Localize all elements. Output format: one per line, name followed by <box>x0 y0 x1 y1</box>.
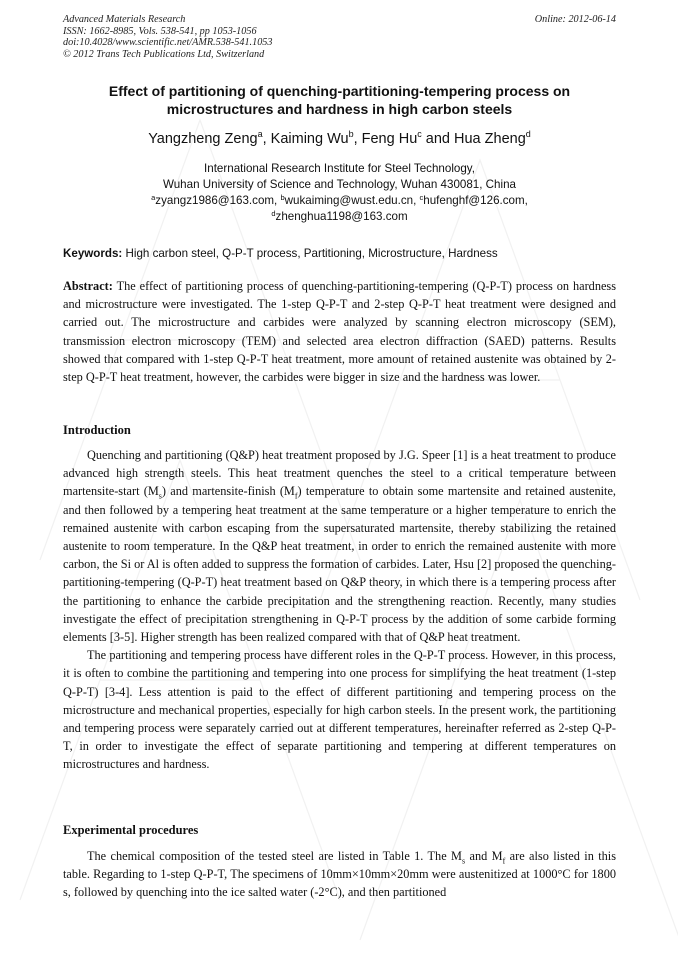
section-heading-introduction: Introduction <box>63 423 131 437</box>
email-address: hufenghf@126.com, <box>423 194 528 207</box>
keywords-label: Keywords: <box>63 247 123 260</box>
author-separator: , <box>262 131 271 147</box>
online-date: Online: 2012-06-14 <box>534 14 616 25</box>
paragraph <box>63 847 616 902</box>
paragraph-text: Quenching and partitioning (Q&P) heat treatment proposed by J.G. Speer [1] is a heat treatment to produce advanced high strength steels. This heat treatment quenches the steel to a critical temperature between martensite-start (M <box>63 448 616 499</box>
keywords <box>63 246 616 261</box>
journal-copyright: © 2012 Trans Tech Publications Ltd, Switzerland <box>63 48 265 60</box>
paragraph-text: and M <box>465 849 503 863</box>
subscript: s <box>462 856 466 866</box>
journal-issn: ISSN: 1662-8985, Vols. 538-541, pp 1053-1056 <box>63 25 257 37</box>
email-marker: b <box>280 193 285 202</box>
author-name: Feng Hu <box>361 131 418 147</box>
journal-header <box>63 14 616 60</box>
paper-title <box>63 82 616 118</box>
paragraph <box>63 446 616 646</box>
paragraph: The partitioning and tempering process have different roles in the Q-P-T process. However, in this process, it is often to combine the partitioning and tempering into one process for simplifying the heat treatment (1-step Q-P-T) [3-4]. Less attention is paid to the effect of different partitioning and tempering process on the microstructure and mechanical properties, especially for high carbon steels. In the present work, the partitioning and tempering process were separately carried out at different temperatures, hereinafter referred as 2-step Q-P-T, in order to investigate the effect of separate partitioning and tempering at different temperatures on microstructures and hardness. <box>63 648 616 772</box>
abstract <box>63 277 616 386</box>
paragraph-text: ) and martensite-finish (M <box>161 484 295 499</box>
paragraph-text: are also listed in this table. Regarding to 1-step Q-P-T, The specimens of 10mm×10mm×20mm were austenitized at 1000°C for 1800 s, followed by quenching into the ice salted water (-2°C), and then partitioned <box>63 849 616 900</box>
title-line-1: Effect of partitioning of quenching-partitioning-tempering process on <box>108 83 571 99</box>
author-separator: , <box>353 131 362 147</box>
author-marker: c <box>417 129 422 139</box>
experimental-body <box>63 847 616 902</box>
author-name: Yangzheng Zeng <box>148 131 258 147</box>
affiliation-university: Wuhan University of Science and Technology, Wuhan 430081, China <box>163 178 516 191</box>
subscript: f <box>294 491 298 501</box>
author-emails-line-2 <box>63 209 616 225</box>
subscript: f <box>502 856 506 866</box>
email-marker: d <box>271 209 276 218</box>
journal-name: Advanced Materials Research <box>63 14 186 25</box>
abstract-text: The effect of partitioning process of quenching-partitioning-tempering (Q-P-T) process on hardness and microstructure were investigated. The 1-step Q-P-T and 2-step Q-P-T heat treatment were designed and carried out. The microstructure and carbides were analyzed by scanning electron microscopy (SEM), transmission electron microscopy (TEM) and selected area electron diffraction (SAED) patterns. Results showed that compared with 1-step Q-P-T heat treatment, more amount of retained austenite was obtained by 2-step Q-P-T heat treatment, however, the carbides were bigger in size and the hardness was lower. <box>63 279 616 385</box>
title-line-2: microstructures and hardness in high carbon steels <box>166 101 513 117</box>
author-marker: a <box>257 129 263 139</box>
author-marker: b <box>348 129 354 139</box>
paragraph-text: The chemical composition of the tested steel are listed in Table 1. The M <box>87 849 462 863</box>
email-marker: c <box>419 193 424 202</box>
journal-doi: doi:10.4028/www.scientific.net/AMR.538-541.1053 <box>63 37 273 49</box>
section-heading-experimental: Experimental procedures <box>63 823 199 837</box>
affiliation-block <box>63 161 616 225</box>
affiliation-institute: International Research Institute for Steel Technology, <box>204 162 475 175</box>
author-name: Kaiming Wu <box>270 131 349 147</box>
paragraph-text: ) temperature to obtain some martensite and retained austenite, and then followed by a tempering heat treatment at the same temperature or a higher temperature to enrich the remained austenite with carbon escaping from the supersaturated martensite, thereby stabilizing the retained austenite to room temperature. In the Q&P heat treatment, in order to enrich the remained austenite with more carbon, the Si or Al is often added to suppress the formation of carbides. Later, Hsu [2] proposed the quenching-partitioning-tempering (Q-P-T) heat treatment based on Q&P theory, in which there is a tempering process after the partitioning to enhance the carbide precipitation and the strengthening reaction. Recently, many studies investigate the effect of precipitation strengthening in Q-P-T process by the addition of some carbide forming elements [3-5]. Higher strength has been realized compared with that of Q&P heat treatment. <box>63 484 616 645</box>
abstract-label: Abstract: <box>63 279 113 293</box>
author-name: Hua Zheng <box>454 131 526 147</box>
email-address: zhenghua1198@163.com <box>275 210 408 223</box>
subscript: s <box>158 491 162 501</box>
email-address: zyangz1986@163.com, <box>155 194 281 207</box>
author-separator: and <box>421 131 455 147</box>
email-address: wukaiming@wust.edu.cn, <box>284 194 420 207</box>
introduction-body <box>63 446 616 774</box>
author-marker: d <box>525 129 531 139</box>
author-emails <box>63 193 616 209</box>
author-list <box>63 130 616 148</box>
email-marker: a <box>151 193 156 202</box>
keywords-text: High carbon steel, Q-P-T process, Partitioning, Microstructure, Hardness <box>122 247 498 260</box>
